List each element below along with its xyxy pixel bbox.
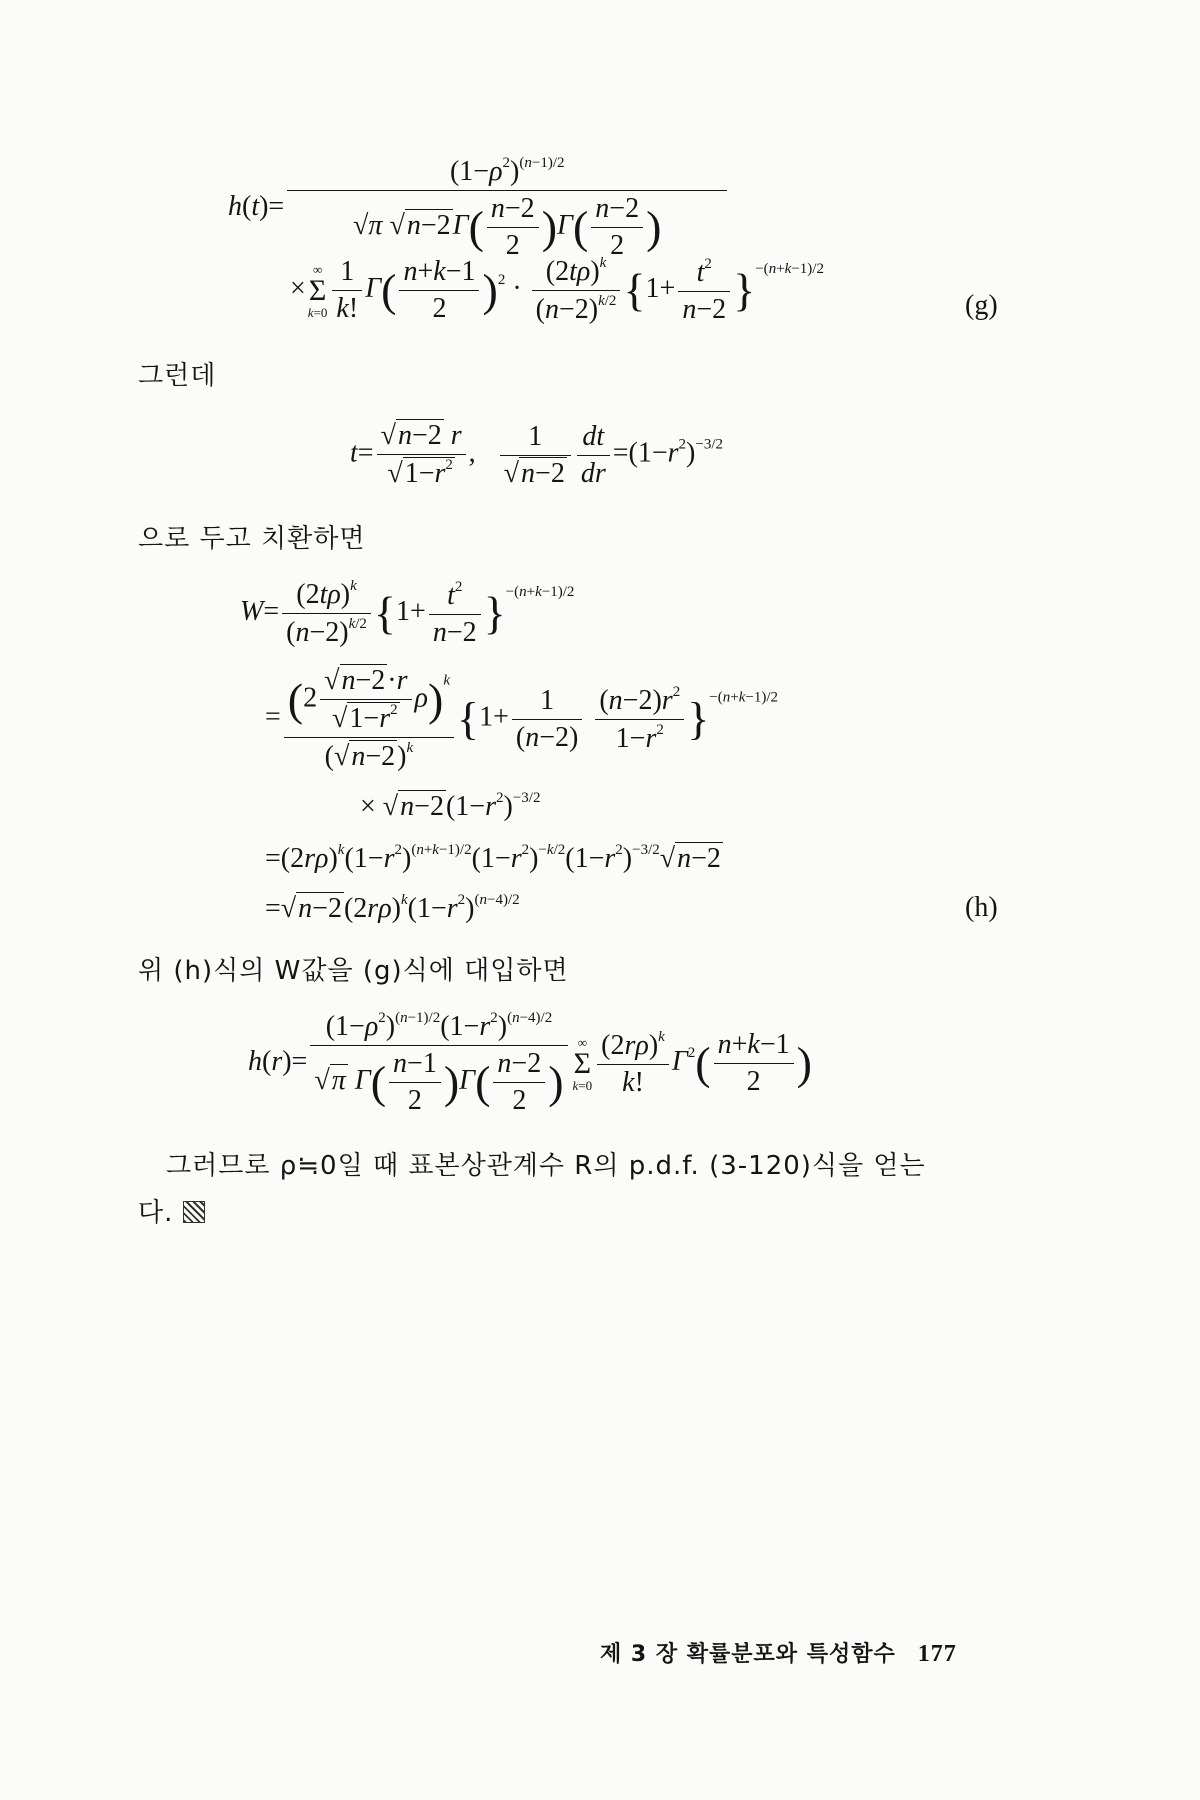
equation-h-of-r: h(r)= $(1-\rho^2)^{(n-1)/2}(1-r^2)^{(n-4)/2}$ √π Γ( $\frac{n-1}{2}$ )Γ( $\frac{n-2}{2}$ ) ∞ Σ k=0 $\frac{(2r\rho)^k}{k!}$ $\Gamma^2$( $\frac{n+k-1}{2}$ ) [248,1010,812,1116]
text-wi-h: 위 (h)식의 W값을 (g)식에 대입하면 [138,956,569,986]
text-conclusion-line2-label: 다. [138,1198,174,1228]
page-footer [600,1637,957,1668]
equation-w-jacobian: × $√n-2(1-r^2)^{-3/2}$ [360,790,541,822]
text-geureonde: 그런데 [138,361,217,391]
text-conclusion-line1: 그러므로 ρ≒0일 때 표본상관계수 R의 p.d.f. (3-120)식을 얻는 [166,1151,926,1181]
end-of-proof-icon [183,1201,205,1223]
equation-w-definition: W= $\frac{(2t\rho)^k}{(n-2)^{k/2}}$ {1+ $\frac{t^2}{n-2}$ }$^{-(n+k-1)/2}$ [240,578,575,648]
equation-tag-h: (h) [965,892,998,923]
text-euro-dugo: 으로 두고 치환하면 [138,524,366,554]
footer-chapter: 제 3 장 확률분포와 특성함수 [600,1642,896,1667]
equation-tag-g: (g) [965,290,998,321]
equation-w-substituted: = (2 $\frac{√n-2\cdot r}{√1-r^2}$ ρ)$^k$ $(√n-2)^k$ {1+ $\frac{1}{(n-2)}$ $\frac{(n-2)r^2}{1-r^2}$ }$^{-(n+k-1)/2}$ [265,665,779,772]
equation-w-expanded: $=(2r\rho)^k(1-r^2)^{(n+k-1)/2}(1-r^2)^{-k/2}(1-r^2)^{-3/2}√n-2$ [265,842,721,874]
equation-g-series: × ∞ Σ k=0 $\frac{1}{k!}$ Γ( $\frac{n+k-1}{2}$ )$^2$ · $\frac{(2t\rho)^k}{(n-2)^{k/2}}$ {1+ $\frac{t^2}{n-2}$ }$^{-(n+k-1)/2}$ [290,255,824,325]
equation-w-simplified: $=√n-2(2r\rho)^k(1-r^2)^{(n-4)/2}$ [265,892,520,924]
equation-h-of-t: h(t)= $(1-\rho^2)^{(n-1)/2}$ √π √n−2Γ( $\frac{n-2}{2}$ )Γ( $\frac{n-2}{2}$ ) [228,155,730,262]
text-conclusion-line2 [138,1192,205,1229]
equation-t-substitution: t= $\frac{√n-2 r}{√1-r^2}$ , $\frac{1}{√n-2}$ $\frac{dt}{dr}$ $=(1-r^2)^{-3/2}$ [350,420,724,489]
footer-page-number: 177 [917,1641,957,1667]
